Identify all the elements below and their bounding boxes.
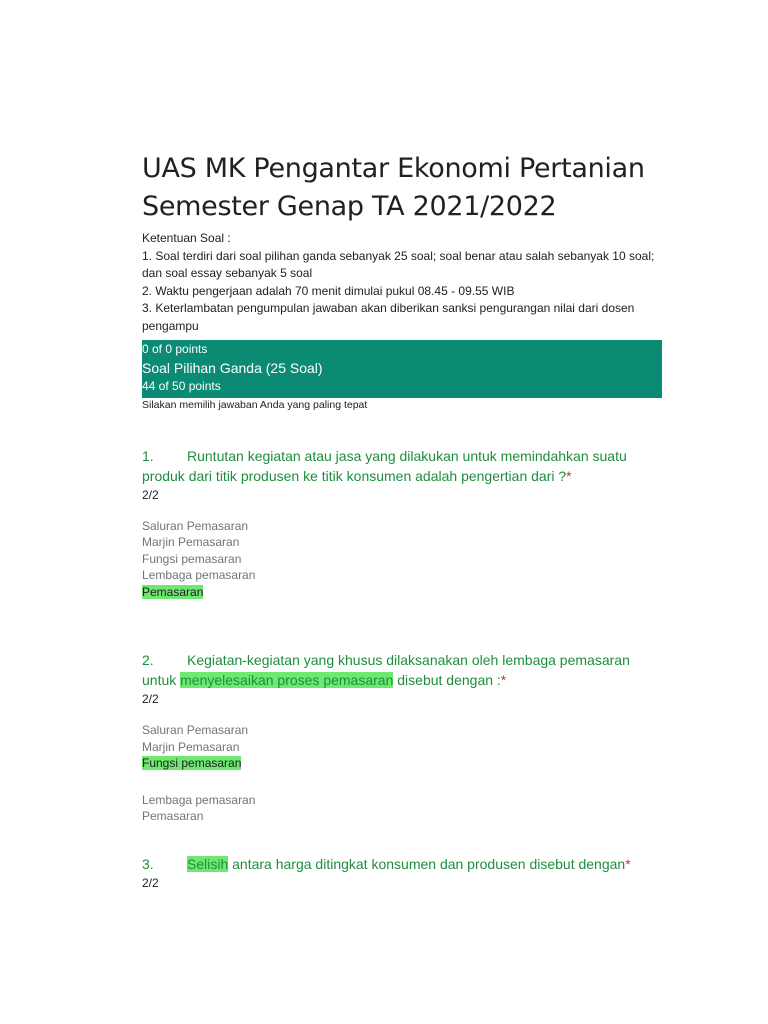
question-3 (142, 854, 662, 892)
question-3-body: antara harga ditingkat konsumen dan produsen disebut dengan (228, 855, 626, 872)
question-3-number: 3. (142, 855, 154, 872)
form-title-line-2: Semester Genap TA 2021/2022 (142, 191, 557, 222)
question-1-text (142, 446, 662, 486)
rules-heading: Ketentuan Soal : (142, 231, 231, 245)
question-1 (142, 446, 662, 601)
question-2-options (142, 722, 662, 825)
rule-item-1: 1. Soal terdiri dari soal pilihan ganda sebanyak 25 soal; soal benar atau salah sebanyak 10 soal; dan soal essay sebanyak 5 soal (142, 248, 655, 281)
question-3-score: 2/2 (142, 875, 159, 890)
option-saluran-pemasaran[interactable]: Saluran Pemasaran (142, 518, 249, 533)
section-header-bar (142, 340, 662, 398)
form-page (142, 150, 662, 892)
required-mark: * (500, 672, 507, 689)
question-2-score: 2/2 (142, 692, 159, 707)
required-mark: * (625, 855, 631, 872)
question-2-highlight: menyelesaikan proses pemasaran (180, 672, 394, 689)
form-title-line-1: UAS MK Pengantar Ekonomi Pertanian (142, 153, 645, 184)
option-lembaga-pemasaran[interactable]: Lembaga pemasaran (142, 568, 256, 583)
form-rules (142, 230, 662, 336)
required-mark: * (566, 467, 572, 484)
option-pemasaran-selected[interactable] (142, 584, 662, 601)
question-3-text (142, 854, 662, 874)
option-marjin-pemasaran[interactable]: Marjin Pemasaran (142, 739, 240, 754)
section-description: Silakan memilih jawaban Anda yang paling tepat (142, 398, 368, 411)
question-2 (142, 650, 662, 825)
option-fungsi-pemasaran[interactable]: Fungsi pemasaran (142, 551, 242, 566)
form-title (142, 150, 662, 226)
section-top-points: 0 of 0 points (142, 341, 208, 356)
section-points: 44 of 50 points (142, 378, 221, 393)
question-1-options (142, 518, 662, 601)
question-2-body-end: disebut dengan : (393, 672, 501, 689)
section-title: Soal Pilihan Ganda (25 Soal) (142, 359, 323, 376)
option-label: Pemasaran (142, 584, 204, 599)
rule-item-3: 3. Keterlambatan pengumpulan jawaban akan diberikan sanksi pengurangan nilai dari dosen pengampu (142, 301, 635, 333)
question-2-body-start: Kegiatan-kegiatan yang khusus dilaksanakan oleh lembaga pemasaran untuk (142, 652, 630, 689)
option-marjin-pemasaran[interactable]: Marjin Pemasaran (142, 535, 240, 550)
question-1-score: 2/2 (142, 487, 159, 502)
option-label: Fungsi pemasaran (142, 756, 242, 771)
question-3-highlight: Selisih (187, 855, 229, 872)
rule-item-2: 2. Waktu pengerjaan adalah 70 menit dimulai pukul 08.45 - 09.55 WIB (142, 283, 515, 298)
option-saluran-pemasaran[interactable]: Saluran Pemasaran (142, 723, 249, 738)
question-1-body: Runtutan kegiatan atau jasa yang dilakukan untuk memindahkan suatu produk dari titik produsen ke titik konsumen adalah pengertian dari ? (142, 447, 627, 484)
option-lembaga-pemasaran[interactable]: Lembaga pemasaran (142, 792, 256, 807)
question-1-number: 1. (142, 447, 154, 464)
option-spacer (142, 772, 662, 792)
question-2-number: 2. (142, 652, 154, 669)
option-fungsi-pemasaran-selected[interactable] (142, 755, 662, 772)
question-2-text (142, 650, 662, 690)
option-pemasaran[interactable]: Pemasaran (142, 809, 204, 824)
